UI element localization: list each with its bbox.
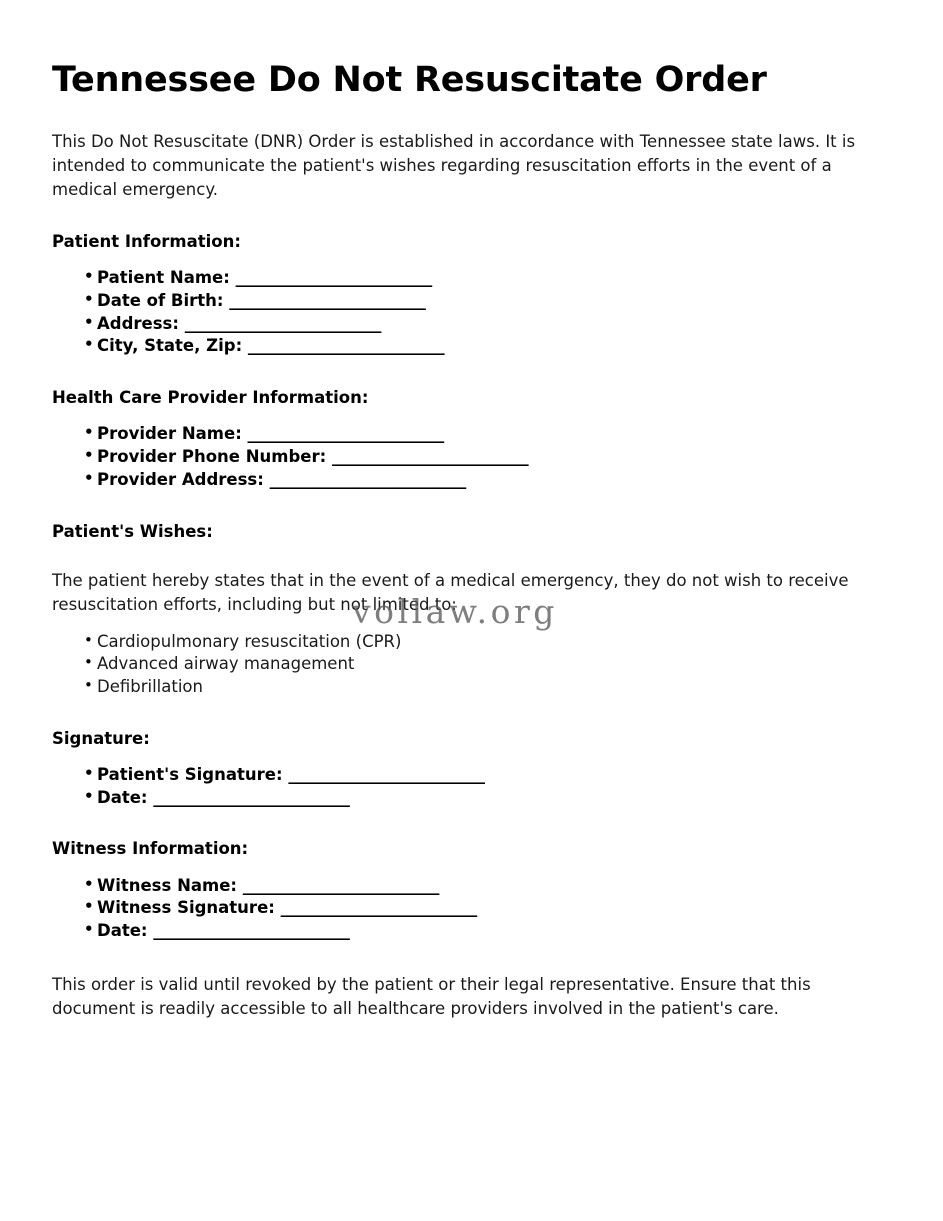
list-item	[84, 787, 875, 810]
patients-wishes-item-list	[52, 631, 875, 699]
list-item: • Cardiopulmonary resuscitation (CPR)	[84, 631, 875, 654]
field-label: Address:	[97, 313, 179, 333]
list-item: • Advanced airway management	[84, 653, 875, 676]
fill-in-blank[interactable]: _________________________	[235, 268, 432, 288]
list-item: • Defibrillation	[84, 676, 875, 699]
list-item	[84, 764, 875, 787]
list-item	[84, 290, 875, 313]
fill-in-blank[interactable]: _________________________	[269, 469, 466, 489]
field-label: Date of Birth:	[97, 290, 224, 310]
field-label: Witness Name:	[97, 875, 237, 895]
list-item	[84, 267, 875, 290]
fill-in-blank[interactable]: _________________________	[229, 290, 426, 310]
closing-paragraph: This order is valid until revoked by the patient or their legal representative. Ensure that this document is readily accessible to all healthcare providers involved in the patient's care.	[52, 974, 811, 1018]
list-item	[84, 446, 875, 469]
fill-in-blank[interactable]: _________________________	[247, 424, 444, 444]
fill-in-blank[interactable]: _________________________	[153, 787, 350, 807]
field-label: Provider Address:	[97, 469, 264, 489]
section-heading-provider-information: Health Care Provider Information:	[52, 388, 369, 408]
provider-information-field-list	[52, 423, 875, 491]
intro-paragraph: This Do Not Resuscitate (DNR) Order is established in accordance with Tennessee state laws. It is intended to communicate the patient's wishes regarding resuscitation efforts in the event of a medical emergency.	[52, 132, 856, 200]
fill-in-blank[interactable]: _________________________	[153, 921, 350, 941]
fill-in-blank[interactable]: _________________________	[184, 313, 381, 333]
fill-in-blank[interactable]: _________________________	[247, 336, 445, 356]
witness-information-field-list	[52, 875, 875, 943]
list-item	[84, 423, 875, 446]
list-item	[84, 897, 875, 920]
field-label: Date:	[97, 921, 148, 941]
section-heading-signature: Signature:	[52, 728, 150, 748]
signature-field-list	[52, 764, 875, 810]
list-item	[84, 875, 875, 898]
field-label: City, State, Zip:	[97, 336, 243, 356]
list-item	[84, 335, 875, 358]
list-item	[84, 313, 875, 336]
field-label: Provider Name:	[97, 424, 242, 444]
fill-in-blank[interactable]: _________________________	[242, 875, 440, 895]
field-label: Witness Signature:	[97, 898, 275, 918]
fill-in-blank[interactable]: _________________________	[288, 764, 485, 784]
patient-information-field-list	[52, 267, 875, 358]
patients-wishes-statement: The patient hereby states that in the event of a medical emergency, they do not wish to receive resuscitation efforts, including but not limited to:	[52, 570, 849, 614]
list-item	[84, 920, 875, 943]
field-label: Patient's Signature:	[97, 764, 283, 784]
fill-in-blank[interactable]: _________________________	[331, 447, 529, 467]
page-title: Tennessee Do Not Resuscitate Order	[52, 60, 767, 100]
field-label: Patient Name:	[97, 268, 230, 288]
list-item	[84, 469, 875, 492]
section-heading-patient-information: Patient Information:	[52, 232, 241, 252]
field-label: Provider Phone Number:	[97, 447, 327, 467]
section-heading-witness-information: Witness Information:	[52, 839, 249, 859]
field-label: Date:	[97, 787, 148, 807]
watermark: vollaw.org	[352, 592, 558, 631]
fill-in-blank[interactable]: _________________________	[280, 898, 477, 918]
section-heading-patients-wishes: Patient's Wishes:	[52, 521, 213, 541]
